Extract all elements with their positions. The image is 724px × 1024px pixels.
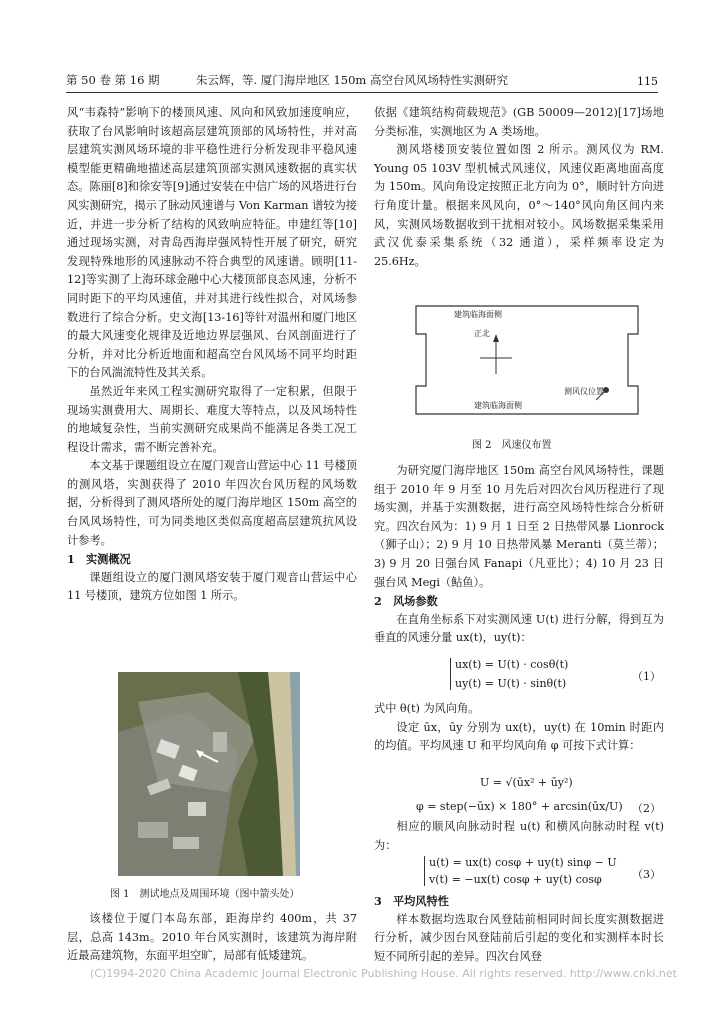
equation-1: ux(t) = U(t) · cosθ(t) uy(t) = U(t) · sinθ(t) <box>450 658 568 690</box>
equation-3: u(t) = ux(t) cosφ + uy(t) sinφ − U v(t) = −ux(t) cosφ + uy(t) cosφ <box>424 856 617 886</box>
left-column-bottom <box>67 910 357 966</box>
equation-2a: U = √(ūx² + ūy²) <box>480 776 573 789</box>
header-title: 朱云辉，等. 厦门海岸地区 150m 高空台风风场特性实测研究 <box>196 73 508 87</box>
equation-3-number: （3） <box>632 868 661 881</box>
paragraph: 样本数据均选取台风登陆前相同时间长度实测数据进行分析，减少因台风登陆前后引起的变化和实测样本时长短不同所引起的差异。四次台风登 <box>374 912 664 963</box>
running-header <box>66 70 658 93</box>
right-column-eq-text <box>374 700 664 756</box>
diagram-label-bottom: 建筑临海面侧 <box>474 401 522 410</box>
left-column <box>67 104 357 606</box>
section-heading: 3 平均风特性 <box>374 894 449 908</box>
sensor-layout-diagram <box>414 304 640 416</box>
copyright-watermark: (C)1994-2020 China Academic Journal Electronic Publishing House. All rights reserved. http://www.cnki.net <box>90 967 677 980</box>
section-heading: 1 实测概况 <box>67 552 131 567</box>
section-heading: 2 风场参数 <box>374 594 438 609</box>
paragraph: 测风塔楼顶安装位置如图 2 所示。测风仪为 RM. Young 05 103V 型机械式风速仪，风速仪距离地面高度为 150m。风向角设定按照正北方向为 0°，顺时针方向进行角度计量。根据来风风向，0°～140°风向角区间内来风，实测风场数据收到干扰相对较小。风场数据采集采用武汉优泰采集系统（32 通道），采样频率设定为 25.6Hz。 <box>374 143 664 268</box>
paragraph: 为研究厦门海岸地区 150m 高空台风风场特性，课题组于 2010 年 9 月至 10 月先后对四次台风历程进行了现场实测，并基于实测数据，进行高空风场特性综合分析研究。四次台风为：1) 9 月 1 日至 2 日热带风暴 Lionrock（狮子山）；2) 9 月 10 日热带风暴 Meranti（莫兰蒂）；3) 9 月 20 日强台风 Fanapi（凡亚比）；4) 10 月 23 日强台风 Megi（鲇鱼）。 <box>374 464 664 589</box>
paragraph: 式中 θ(t) 为风向角。 <box>374 702 480 715</box>
right-column-mid <box>374 462 664 648</box>
diagram-label-north: 正北 <box>474 329 490 338</box>
equation-1-number: （1） <box>632 670 661 683</box>
figure-1-caption: 图 1 测试地点及周围环境（图中箭头处） <box>110 889 300 900</box>
paragraph: 设定 ūx，ūy 分别为 ux(t)，uy(t) 在 10min 时距内的均值。平均风速 U 和平均风向角 φ 可按下式计算： <box>374 720 664 753</box>
right-column-top <box>374 104 664 271</box>
paragraph: 风“韦森特”影响下的楼顶风速、风向和风致加速度响应，获取了台风影响时该超高层建筑顶部的风场特性，并对高层建筑实测风场环境的非平稳性进行分析发现非平稳风速模型能更精确地描述高层建筑顶部实测风速数据的真实状态。陈丽[8]和徐安等[9]通过安装在中信广场的风塔进行台风实测研究，揭示了脉动风速谱与 Von Karman 谱较为接近，并进一步分析了结构的风致响应特征。申建红等[10]通过现场实测，对青岛西海岸强风特性开展了研究，研究发现特殊地形的风速脉动不符合典型的风速谱。顾明[11-12]等实测了上海环球金融中心大楼顶部良态风速，分析不同时距下的平均风速值，并对其进行线性拟合，对风场参数进行了综合分析。史文海[13-16]等针对温州和厦门地区的最大风速变化规律及近地边界层强风、台风剖面进行了分析，并对比分析近地面和超高空台风风场不同平均时距下的台风湍流特性及其关系。 <box>67 106 357 380</box>
paragraph: 该楼位于厦门本岛东部，距海岸约 400m，共 37 层，总高 143m。2010 年台风实测时，该建筑为海岸附近最高建筑物，东面平坦空旷，局部有低矮建筑。 <box>67 912 357 963</box>
paragraph: 在直角坐标系下对实测风速 U(t) 进行分解，得到互为垂直的风速分量 ux(t)，uy(t)： <box>374 612 664 645</box>
right-column-eq3-text <box>374 818 664 855</box>
equation-2b: φ = step(−ūx) × 180° + arcsin(ūx/U) <box>416 800 623 813</box>
equation-2-number: （2） <box>632 802 661 815</box>
paragraph: 虽然近年来风工程实测研究取得了一定积累，但限于现场实测费用大、周期长、难度大等特点，以及风场特性的地域复杂性，当前实测研究成果尚不能满足各类工况工程设计需求，需不断完善补充。 <box>67 384 357 454</box>
diagram-label-top: 建筑临海面侧 <box>454 310 502 319</box>
paragraph: 课题组设立的厦门测风塔安装于厦门观音山营运中心 11 号楼顶，建筑方位如图 1 所示。 <box>67 570 357 603</box>
paragraph: 依据《建筑结构荷载规范》(GB 50009—2012)[17]场地分类标准，实测地区为 A 类场地。 <box>374 106 664 138</box>
paragraph: 本文基于课题组设立在厦门观音山营运中心 11 号楼顶的测风塔，实测获得了 2010 年四次台风历程的风场数据，分析得到了测风塔所处的厦门海岸地区 150m 高空的台风风场特性，可为同类地区类似高度超高层建筑抗风设计参考。 <box>67 459 357 547</box>
diagram-label-sensor: 测风仪位置 <box>564 387 604 396</box>
figure-2-caption: 图 2 风速仪布置 <box>472 440 552 451</box>
aerial-photo <box>118 672 300 876</box>
right-column-bottom <box>374 892 664 966</box>
paragraph: 相应的顺风向脉动时程 u(t) 和横风向脉动时程 v(t) 为： <box>374 820 664 852</box>
page-number: 115 <box>637 75 658 88</box>
header-volume: 第 50 卷 第 16 期 <box>66 73 160 87</box>
